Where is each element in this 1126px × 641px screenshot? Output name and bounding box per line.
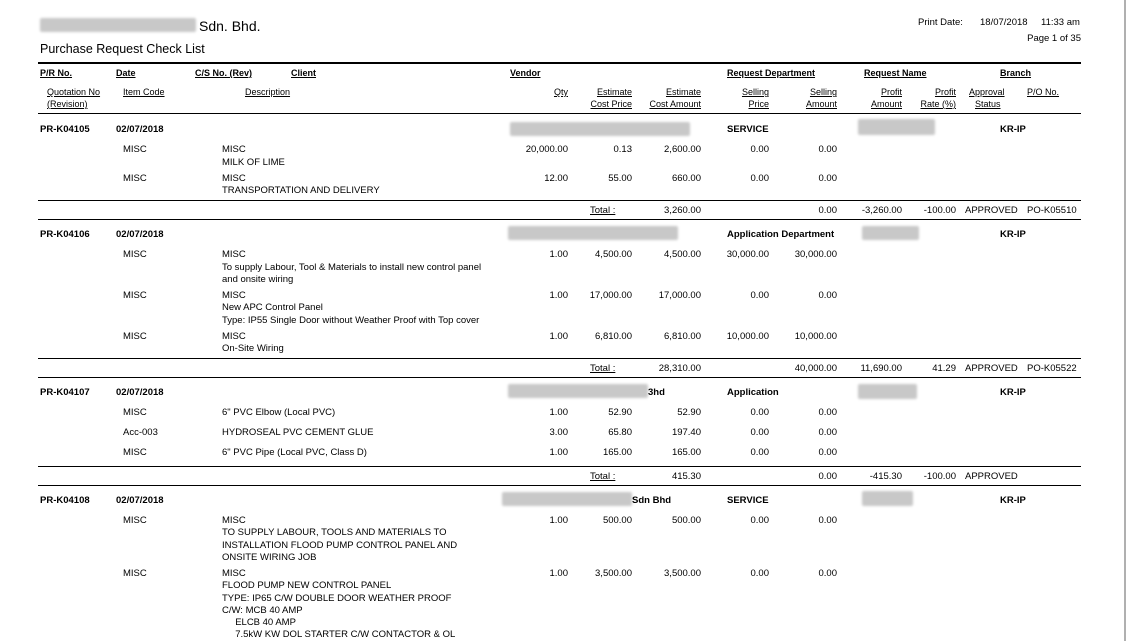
item-code: MISC [123, 331, 147, 342]
item-cost-price: 4,500.00 [595, 249, 632, 260]
item-selling-price: 0.00 [750, 427, 769, 438]
header-bottom-rule [38, 113, 1081, 114]
col-est-cost-price-1: Estimate [596, 87, 632, 97]
item-description-line: FLOOD PUMP NEW CONTROL PANEL [222, 580, 392, 591]
col-po-no: P/O No. [1027, 87, 1060, 97]
col-approval-status-1: Approval [969, 87, 1005, 97]
item-cost-price: 17,000.00 [589, 290, 632, 301]
item-cost-price: 55.00 [608, 173, 632, 184]
col-selling-amount-2: Amount [805, 99, 837, 109]
branch: KR-IP [1000, 495, 1026, 506]
item-description-line: MISC [222, 290, 246, 301]
pr-number: PR-K04108 [40, 495, 90, 506]
total-profit-rate: -100.00 [923, 205, 956, 216]
pr-date: 02/07/2018 [116, 495, 164, 506]
item-selling-price: 0.00 [750, 515, 769, 526]
col-quotation-no: Quotation No [47, 87, 101, 97]
total-selling-amount: 0.00 [818, 471, 837, 482]
pr-number: PR-K04107 [40, 387, 90, 398]
col-est-cost-price-2: Cost Price [590, 99, 632, 109]
item-code: MISC [123, 447, 147, 458]
item-selling-price: 10,000.00 [726, 331, 769, 342]
item-description-line: MISC [222, 144, 246, 155]
total-top-rule [38, 358, 1081, 359]
total-cost-amount: 3,260.00 [664, 205, 701, 216]
redacted-company-name [40, 18, 196, 32]
item-description-line: TRANSPORTATION AND DELIVERY [222, 185, 380, 196]
item-description-line: TO SUPPLY LABOUR, TOOLS AND MATERIALS TO [222, 527, 447, 538]
item-qty: 1.00 [549, 515, 568, 526]
item-description-line: To supply Labour, Tool & Materials to install new control panel [222, 262, 482, 273]
item-qty: 1.00 [549, 290, 568, 301]
col-description: Description [245, 87, 291, 97]
col-approval-status-2: Status [975, 99, 1001, 109]
total-profit-amount: -415.30 [869, 471, 902, 482]
col-request-department: Request Department [727, 68, 816, 78]
item-description-line: MISC [222, 249, 246, 260]
item-selling-amount: 10,000.00 [794, 331, 837, 342]
item-description-line: and onsite wiring [222, 274, 294, 285]
pr-number: PR-K04106 [40, 229, 90, 240]
total-selling-amount: 0.00 [818, 205, 837, 216]
request-department: SERVICE [727, 124, 769, 135]
pr-date: 02/07/2018 [116, 124, 164, 135]
item-description-line: ONSITE WIRING JOB [222, 552, 317, 563]
item-qty: 1.00 [549, 447, 568, 458]
total-profit-amount: -3,260.00 [861, 205, 902, 216]
total-label: Total : [590, 471, 616, 482]
total-profit-amount: 11,690.00 [860, 363, 902, 374]
total-top-rule [38, 200, 1081, 201]
col-pr-no: P/R No. [40, 68, 73, 78]
col-profit-amount-2: Amount [870, 99, 902, 109]
item-description-line: MILK OF LIME [222, 157, 285, 168]
item-selling-amount: 30,000.00 [794, 249, 837, 260]
col-est-cost-amount-2: Cost Amount [649, 99, 701, 109]
item-qty: 12.00 [544, 173, 568, 184]
item-qty: 3.00 [549, 427, 568, 438]
redacted-vendor [510, 122, 690, 136]
item-code: MISC [123, 249, 147, 260]
col-est-cost-amount-1: Estimate [665, 87, 701, 97]
item-description-line: MISC [222, 568, 246, 579]
item-selling-price: 0.00 [750, 447, 769, 458]
item-code: MISC [123, 407, 147, 418]
col-branch: Branch [1000, 68, 1032, 78]
item-selling-amount: 0.00 [818, 568, 837, 579]
page-number: Page 1 of 35 [1027, 33, 1081, 44]
request-department: Application Department [727, 229, 835, 240]
col-vendor: Vendor [510, 68, 541, 78]
item-description-line: MISC [222, 515, 246, 526]
print-date-label: Print Date: [918, 17, 963, 28]
vendor-suffix: 3hd [648, 387, 665, 398]
item-code: MISC [123, 290, 147, 301]
item-description-line: 6" PVC Elbow (Local PVC) [222, 407, 336, 418]
total-bottom-rule [38, 219, 1081, 220]
total-cost-amount: 28,310.00 [658, 363, 701, 374]
item-description-line: New APC Control Panel [222, 302, 323, 313]
item-description-line: ELCB 40 AMP [222, 617, 296, 628]
item-code: MISC [123, 144, 147, 155]
col-selling-price-1: Selling [741, 87, 769, 97]
total-label: Total : [590, 363, 616, 374]
col-selling-price-2: Price [748, 99, 769, 109]
item-cost-amount: 2,600.00 [664, 144, 701, 155]
redacted-request-name [858, 384, 917, 399]
col-client: Client [291, 68, 317, 78]
pr-number: PR-K04105 [40, 124, 90, 135]
col-selling-amount-1: Selling [809, 87, 837, 97]
print-date: 18/07/2018 [980, 17, 1028, 28]
item-cost-price: 3,500.00 [595, 568, 632, 579]
total-profit-rate: -100.00 [923, 471, 956, 482]
item-cost-price: 65.80 [608, 427, 632, 438]
item-description-line: Type: IP55 Single Door without Weather Proof with Top cover [222, 315, 480, 326]
approval-status: APPROVED [965, 471, 1018, 482]
col-profit-amount-1: Profit [880, 87, 902, 97]
item-cost-price: 6,810.00 [595, 331, 632, 342]
report-title: Purchase Request Check List [40, 42, 205, 56]
total-bottom-rule [38, 485, 1081, 486]
pr-date: 02/07/2018 [116, 229, 164, 240]
item-code: Acc-003 [123, 427, 158, 438]
item-qty: 1.00 [549, 249, 568, 260]
item-cost-amount: 3,500.00 [664, 568, 701, 579]
item-cost-amount: 6,810.00 [664, 331, 701, 342]
col-item-code: Item Code [123, 87, 165, 97]
item-cost-amount: 500.00 [671, 515, 701, 526]
item-cost-amount: 165.00 [671, 447, 701, 458]
item-cost-price: 500.00 [602, 515, 632, 526]
item-selling-price: 0.00 [750, 290, 769, 301]
total-profit-rate: 41.29 [932, 363, 956, 374]
print-time: 11:33 am [1041, 17, 1080, 28]
total-top-rule [38, 466, 1081, 467]
po-number: PO-K05522 [1027, 363, 1077, 374]
item-cost-amount: 52.90 [677, 407, 701, 418]
item-cost-price: 52.90 [608, 407, 632, 418]
redacted-request-name [862, 226, 919, 240]
item-description-line: 6" PVC Pipe (Local PVC, Class D) [222, 447, 367, 458]
col-request-name: Request Name [864, 68, 927, 78]
request-department: SERVICE [727, 495, 769, 506]
item-description-line: 7.5kW KW DOL STARTER C/W CONTACTOR & OL [222, 629, 456, 640]
item-qty: 1.00 [549, 331, 568, 342]
item-selling-price: 30,000.00 [726, 249, 769, 260]
item-selling-price: 0.00 [750, 173, 769, 184]
item-description-line: On-Site Wiring [222, 343, 284, 354]
col-qty: Qty [553, 87, 568, 97]
branch: KR-IP [1000, 124, 1026, 135]
item-selling-price: 0.00 [750, 144, 769, 155]
item-qty: 1.00 [549, 568, 568, 579]
approval-status: APPROVED [965, 363, 1018, 374]
item-code: MISC [123, 515, 147, 526]
approval-status: APPROVED [965, 205, 1018, 216]
col-quotation-revision: (Revision) [47, 99, 88, 109]
item-selling-amount: 0.00 [818, 447, 837, 458]
item-selling-price: 0.00 [750, 407, 769, 418]
item-description-line: INSTALLATION FLOOD PUMP CONTROL PANEL AND [222, 540, 458, 551]
item-description-line: C/W: MCB 40 AMP [222, 605, 303, 616]
vendor-suffix: Sdn Bhd [632, 495, 672, 506]
item-cost-price: 165.00 [602, 447, 632, 458]
item-qty: 1.00 [549, 407, 568, 418]
pr-date: 02/07/2018 [116, 387, 164, 398]
item-selling-amount: 0.00 [818, 173, 837, 184]
request-department: Application [727, 387, 779, 398]
redacted-vendor [502, 492, 632, 506]
item-description-line: MISC [222, 173, 246, 184]
item-description-line: MISC [222, 331, 246, 342]
item-cost-amount: 4,500.00 [664, 249, 701, 260]
branch: KR-IP [1000, 387, 1026, 398]
item-cost-amount: 660.00 [671, 173, 701, 184]
item-cost-amount: 197.40 [671, 427, 701, 438]
redacted-request-name [862, 491, 913, 506]
item-code: MISC [123, 568, 147, 579]
item-selling-amount: 0.00 [818, 427, 837, 438]
item-selling-amount: 0.00 [818, 290, 837, 301]
item-cost-price: 0.13 [613, 144, 632, 155]
total-selling-amount: 40,000.00 [794, 363, 837, 374]
redacted-vendor [508, 226, 678, 240]
item-description-line: HYDROSEAL PVC CEMENT GLUE [222, 427, 374, 438]
total-bottom-rule [38, 377, 1081, 378]
item-selling-price: 0.00 [750, 568, 769, 579]
col-profit-rate-1: Profit [934, 87, 956, 97]
col-date: Date [116, 68, 136, 78]
item-qty: 20,000.00 [525, 144, 568, 155]
item-description-line: TYPE: IP65 C/W DOUBLE DOOR WEATHER PROOF [222, 593, 452, 604]
branch: KR-IP [1000, 229, 1026, 240]
col-profit-rate-2: Rate (%) [920, 99, 956, 109]
total-cost-amount: 415.30 [671, 471, 701, 482]
header-top-rule [38, 62, 1081, 64]
item-selling-amount: 0.00 [818, 144, 837, 155]
item-selling-amount: 0.00 [818, 407, 837, 418]
po-number: PO-K05510 [1027, 205, 1077, 216]
item-selling-amount: 0.00 [818, 515, 837, 526]
total-label: Total : [590, 205, 616, 216]
col-cs-no: C/S No. (Rev) [195, 68, 253, 78]
item-code: MISC [123, 173, 147, 184]
redacted-vendor [508, 384, 648, 398]
company-suffix: Sdn. Bhd. [199, 18, 261, 34]
item-cost-amount: 17,000.00 [658, 290, 701, 301]
redacted-request-name [858, 119, 935, 135]
